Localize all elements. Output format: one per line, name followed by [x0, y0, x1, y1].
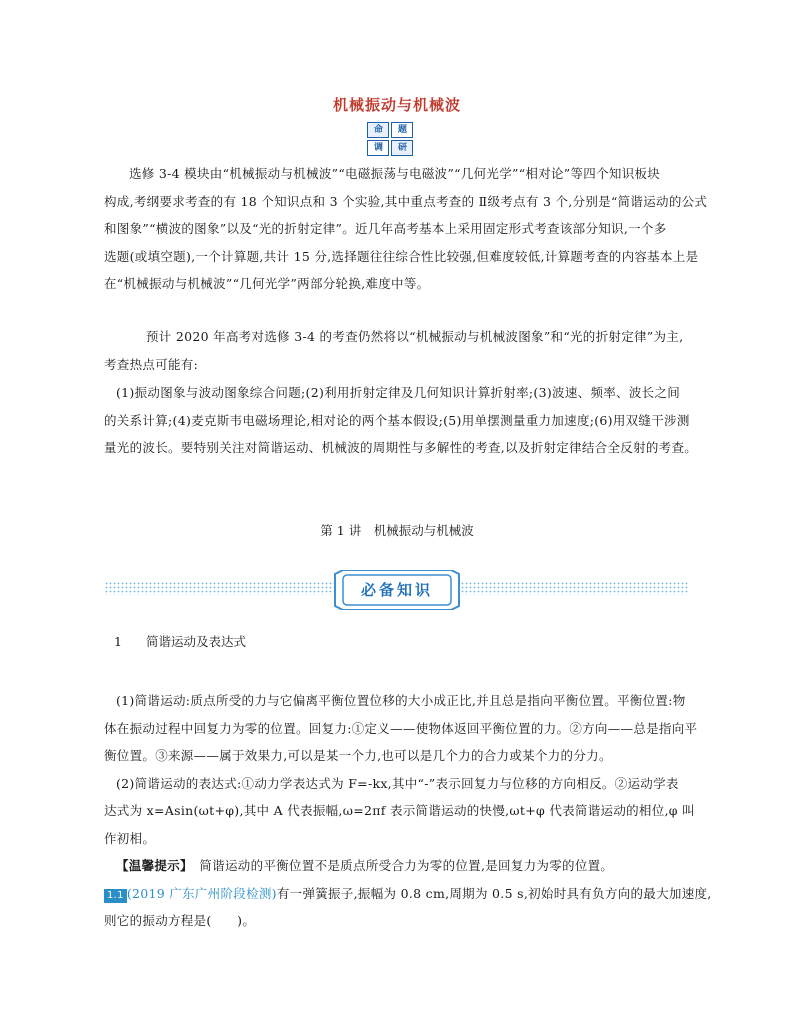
intro-line: 在“机械振动与机械波”“几何光学”两部分轮换,难度中等。 [104, 276, 430, 291]
body-paragraph [104, 687, 712, 935]
banner-label: 必备知识 [360, 581, 433, 599]
section-number: 1 [114, 634, 122, 649]
research-badge [367, 122, 413, 156]
intro-line: 选修 3-4 模块由“机械振动与机械波”“电磁振荡与电磁波”“几何光学”“相对论”等四个知识板块 [129, 166, 661, 181]
question-number: 1.1 [104, 889, 127, 903]
tip-label: 【温馨提示】 [116, 858, 187, 873]
forecast-line: 考查热点可能有: [104, 356, 199, 372]
hotspots-line: 的关系计算;(4)麦克斯韦电磁场理论,相对论的两个基本假设;(5)用单摆测量重力加速度;(6)用双缝干涉测 [104, 412, 690, 428]
page-title: 机械振动与机械波 [332, 96, 461, 114]
intro-paragraph [104, 160, 708, 298]
forecast-paragraph [104, 323, 694, 378]
body-line: 作初相。 [104, 830, 156, 846]
hotspots-paragraph [104, 379, 698, 462]
badge-char-3: 调 [373, 143, 383, 153]
hotspots-line: 量光的波长。要特别关注对简谐运动、机械波的周期性与多解性的考查,以及折射定律结合全反射的考查。 [104, 440, 698, 455]
badge-char-1: 命 [373, 125, 383, 135]
tip-text: 简谐运动的平衡位置不是质点所受合力为零的位置,是回复力为零的位置。 [186, 858, 614, 873]
intro-line: 构成,考纲要求考查的有 18 个知识点和 3 个实验,其中重点考查的 Ⅱ级考点有 3 个,分别是“简谐运动的公式 [104, 193, 708, 209]
badge-char-4: 研 [397, 143, 407, 153]
intro-line: 选题(或填空题),一个计算题,共计 15 分,选择题往往综合性比较强,但难度较低,计算题考查的内容基本上是 [104, 248, 699, 264]
body-line: 体在振动过程中回复力为零的位置。回复力:①定义——使物体返回平衡位置的力。②方向——总是指向平 [104, 720, 698, 736]
question-text: 有一弹簧振子,振幅为 0.8 cm,周期为 0.5 s,初始时具有负方向的最大加速度, [276, 885, 712, 901]
question-source: (2019 广东广州阶段检测) [126, 885, 277, 901]
tip-line [104, 852, 694, 880]
body-line: 达式为 x=Asin(ωt+φ),其中 A 代表振幅,ω=2πf 表示简谐运动的快慢,ωt+φ 代表简谐运动的相位,φ 叫 [104, 803, 695, 818]
section-banner [105, 570, 689, 610]
body-line: (2)简谐运动的表达式:①动力学表达式为 F=-kx,其中“-”表示回复力与位移的方向相反。②运动学表 [116, 775, 679, 791]
section-title: 简谐运动及表达式 [146, 634, 247, 649]
badge-char-2: 题 [397, 125, 407, 135]
lecture-title: 第 1 讲 机械振动与机械波 [320, 523, 474, 538]
question-line-2: 则它的振动方程是( )。 [104, 913, 256, 928]
body-line: 衡位置。③来源——属于效果力,可以是某一个力,也可以是几个力的合力或某个力的分力。 [104, 748, 612, 763]
hotspots-line: (1)振动图象与波动图象综合问题;(2)利用折射定律及几何知识计算折射率;(3)波速、频率、波长之间 [116, 385, 681, 400]
forecast-line: 预计 2020 年高考对选修 3-4 的考查仍然将以“机械振动与机械波图象”和“光的折射定律”为主, [146, 329, 684, 344]
question-line [104, 880, 712, 908]
body-line: (1)简谐运动:质点所受的力与它偏离平衡位置位移的大小成正比,并且总是指向平衡位置。平衡位置:物 [116, 693, 686, 708]
intro-line: 和图象”“横波的图象”以及“光的折射定律”。近几年高考基本上采用固定形式考查该部分知识,一个多 [104, 221, 667, 236]
section-heading [114, 632, 246, 650]
